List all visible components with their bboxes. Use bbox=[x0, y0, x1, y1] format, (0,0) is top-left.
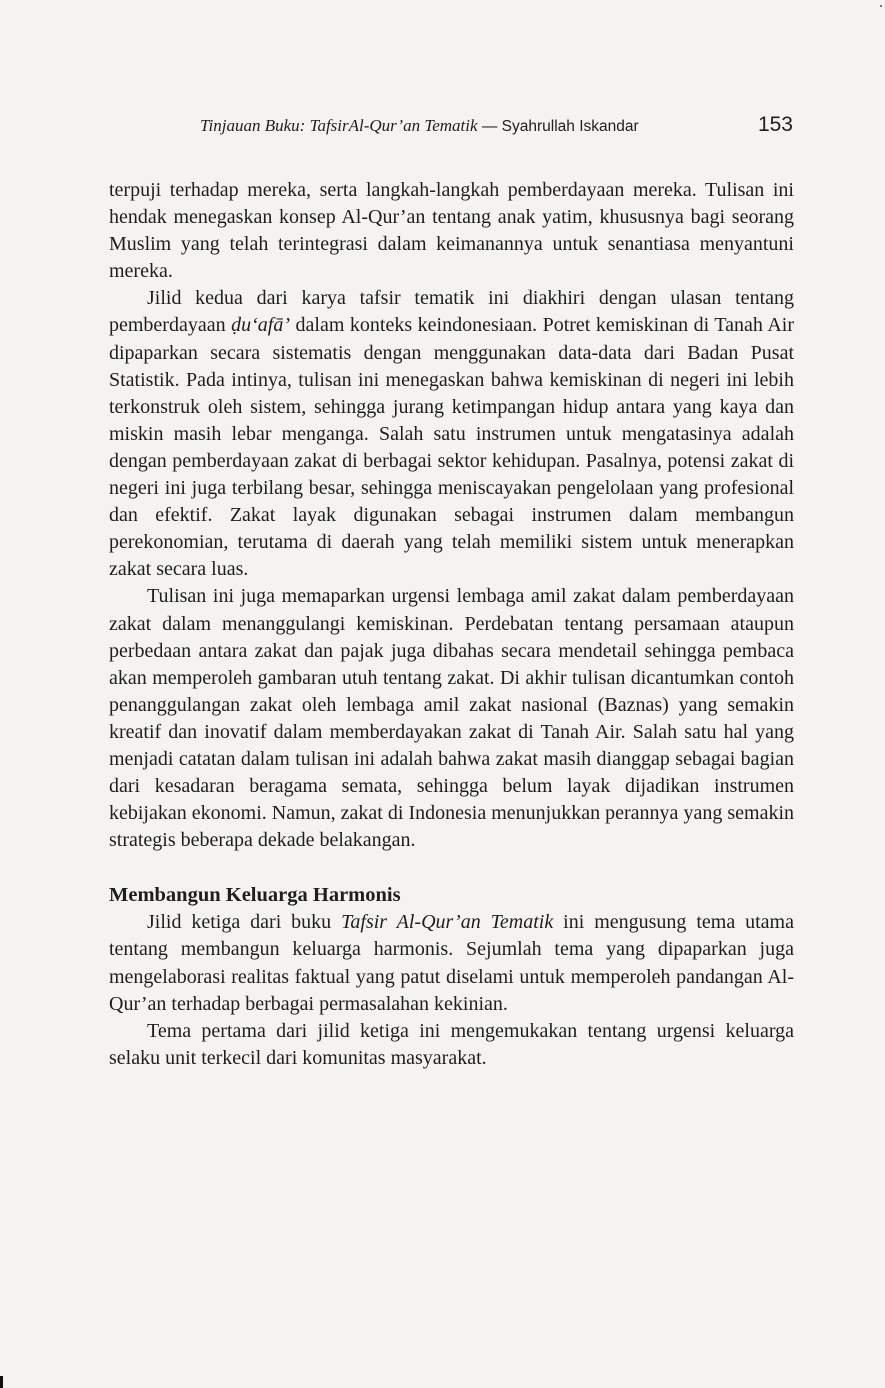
section-paragraph-1-italic-title: Tafsir Al-Qur’an Tematik bbox=[341, 911, 554, 934]
paragraph-2-italic-term: ḍu‘afā’ bbox=[231, 314, 291, 337]
page-number: 153 bbox=[757, 113, 793, 136]
scan-mark bbox=[880, 5, 882, 7]
main-text bbox=[109, 177, 794, 1072]
paragraph-1: terpuji terhadap mereka, serta langkah-langkah pemberdayaan mereka. Tulisan ini hendak menegaskan konsep Al-Qur’an tentang anak yatim, khususnya bagi seorang Muslim yang telah terintegrasi dalam keimanannya untuk senantiasa menyantuni mereka. bbox=[109, 179, 794, 283]
scan-edge-mark bbox=[0, 1376, 3, 1388]
section-heading: Membangun Keluarga Harmonis bbox=[109, 884, 401, 907]
paragraph-2-rest: dalam konteks keindonesiaan. Potret kemiskinan di Tanah Air dipaparkan secara sistematis dengan menggunakan data-data dari Badan Pusat Statistik. Pada intinya, tulisan ini menegaskan bahwa kemiskinan di negeri ini lebih terkonstruk oleh sistem, sehingga jurang ketimpangan hidup antara yang kaya dan miskin masih lebar menganga. Salah satu instrumen untuk mengatasinya adalah dengan pemberdayaan zakat di berbagai sektor kehidupan. Pasalnya, potensi zakat di negeri ini juga terbilang besar, sehingga meniscayakan pengelolaan yang profesional dan efektif. Zakat layak digunakan sebagai instrumen dalam membangun perekonomian, terutama di daerah yang telah memiliki sistem untuk menerapkan zakat secara luas. bbox=[109, 314, 794, 581]
paragraph-2 bbox=[109, 285, 794, 583]
paragraph-2-start: Jilid kedua dari karya tafsir tematik ini diakhiri dengan ulasan tentang pemberdayaan bbox=[109, 287, 794, 337]
running-header bbox=[200, 113, 793, 136]
section-paragraph-2: Tema pertama dari jilid ketiga ini mengemukakan tentang urgensi keluarga selaku unit terkecil dari komunitas masyarakat. bbox=[109, 1019, 794, 1069]
header-label: Tinjauan Buku: bbox=[200, 116, 310, 135]
section-paragraph-1-start: Jilid ketiga dari buku bbox=[147, 911, 342, 934]
section-paragraph-1-rest: ini mengusung tema utama tentang membangun keluarga harmonis. Sejumlah tema yang dipaparkan juga mengelaborasi realitas faktual yang patut diselami untuk memperoleh pandangan Al-Qur’an terhadap berbagai permasalahan kekinian. bbox=[109, 911, 794, 1015]
header-book-title: TafsirAl-Qur’an Tematik bbox=[309, 116, 478, 135]
paragraph-3: Tulisan ini juga memaparkan urgensi lembaga amil zakat dalam pemberdayaan zakat dalam menanggulangi kemiskinan. Perdebatan tentang persamaan ataupun perbedaan antara zakat dan pajak juga dibahas secara mendetail sehingga pembaca akan memperoleh gambaran utuh tentang zakat. Di akhir tulisan dicantumkan contoh penanggulangan zakat oleh lembaga amil zakat nasional (Baznas) yang semakin kreatif dan inovatif dalam memberdayakan zakat di Tanah Air. Salah satu hal yang menjadi catatan dalam tulisan ini adalah bahwa zakat masih dianggap sebagai bagian dari kesadaran beragama semata, sehingga belum layak dijadikan instrumen kebijakan ekonomi. Namun, zakat di Indonesia menunjukkan perannya yang semakin strategis beberapa dekade belakangan. bbox=[109, 585, 794, 852]
section-paragraph-1 bbox=[109, 909, 794, 1017]
header-author: — Syahrullah Iskandar bbox=[477, 118, 639, 135]
